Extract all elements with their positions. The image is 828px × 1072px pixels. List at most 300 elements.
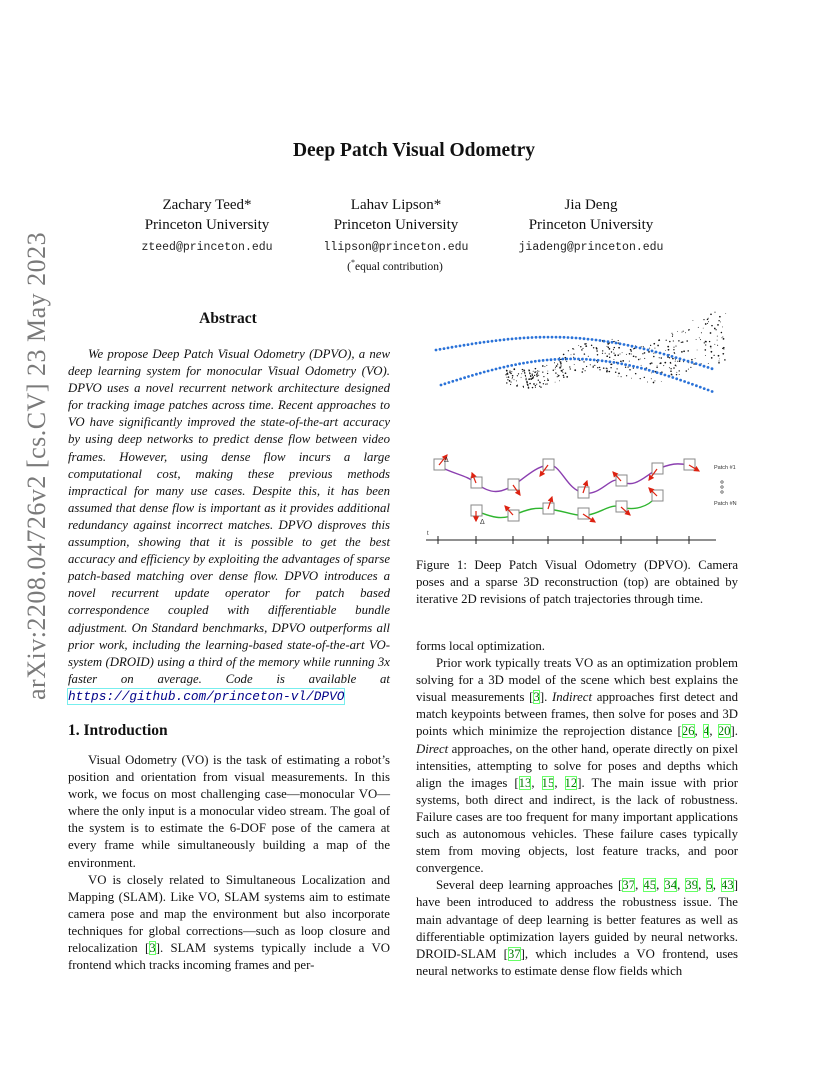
cloud-point [644,358,645,359]
camera-pose-point [435,349,438,352]
patch-1-label: Patch #1 [714,465,736,471]
cloud-point [683,331,684,332]
cloud-point [674,352,675,353]
cloud-point [608,347,610,349]
citation-link[interactable]: 43 [720,878,734,893]
camera-pose-point [699,386,702,389]
camera-pose-point [561,358,564,361]
citation-link[interactable]: 5 [706,878,713,893]
camera-pose-point [542,359,545,362]
camera-pose-point [703,387,706,390]
cloud-point [547,371,548,372]
cloud-point [615,355,616,356]
cloud-point [606,355,608,357]
cloud-point [581,371,583,373]
cloud-point [523,370,525,372]
cloud-point [669,341,671,343]
cloud-point [710,332,712,334]
camera-pose-point [687,360,690,363]
cloud-point [517,385,518,386]
cloud-point [658,340,659,341]
cloud-point [560,361,562,363]
cloud-point [537,370,538,371]
cloud-point [609,357,610,358]
cloud-point [629,353,631,355]
cloud-point [620,354,621,355]
camera-pose-point [607,340,610,343]
intro-left-column [68,752,390,974]
cloud-point [557,364,558,365]
cloud-point [539,386,540,387]
cloud-point [566,361,567,362]
cloud-point [717,345,718,346]
cloud-point [670,370,672,372]
cloud-point [547,379,549,381]
cloud-point [546,383,547,384]
cloud-point [578,345,579,346]
camera-pose-point [467,375,470,378]
cloud-point [563,369,564,370]
camera-pose-point [510,364,513,367]
camera-pose-point [620,362,623,365]
cloud-point [561,370,563,372]
cloud-point [618,340,619,341]
cloud-point [657,345,659,347]
cloud-point [681,351,683,353]
camera-pose-point [471,343,474,346]
cloud-point [626,375,627,376]
cloud-point [650,345,651,346]
camera-pose-point [615,342,618,345]
camera-pose-point [530,361,533,364]
camera-pose-point [635,346,638,349]
camera-pose-point [475,342,478,345]
camera-pose-point [644,368,647,371]
cloud-point [669,357,670,358]
cloud-point [657,365,658,366]
cloud-point [582,368,584,370]
cloud-point [711,357,713,359]
cloud-point [719,359,720,360]
cloud-point [672,334,673,335]
cloud-point [718,355,720,357]
cloud-point [631,378,632,379]
cloud-point [661,357,663,359]
cloud-point [568,350,569,351]
cloud-point [574,364,575,365]
cloud-point [618,376,619,377]
author-name: Zachary Teed* [162,197,252,213]
author-block-1 [107,195,307,258]
cloud-point [540,386,541,387]
cloud-point [622,360,624,362]
camera-pose-point [487,340,490,343]
cloud-point [668,349,670,351]
cloud-point [538,371,539,372]
cloud-point [671,374,673,376]
cloud-point [593,347,594,348]
camera-pose-point [471,374,474,377]
citation-link[interactable]: 15 [541,775,555,790]
cloud-point [708,321,709,322]
cloud-point [560,359,561,360]
cloud-point [679,370,680,371]
cloud-point [509,370,510,371]
camera-pose-point [559,336,562,339]
cloud-point [705,323,707,325]
cloud-point [692,320,693,321]
cloud-point [718,360,719,361]
camera-pose-point [495,368,498,371]
cloud-point [557,376,558,377]
camera-pose-point [591,338,594,341]
camera-pose-point [491,369,494,372]
cloud-point [685,332,686,333]
code-link[interactable]: https://github.com/princeton-vl/DPVO [68,688,345,704]
citation-link[interactable]: 45 [643,878,657,893]
cloud-point [517,375,518,376]
cloud-point [709,341,710,342]
cloud-point [525,375,526,376]
cloud-point [526,378,527,379]
camera-pose-point [546,359,549,362]
cloud-point [654,348,655,349]
author-email: zteed@princeton.edu [141,241,273,254]
cloud-point [617,354,619,356]
cloud-point [597,367,598,368]
camera-pose-point [703,365,706,368]
camera-pose-point [695,362,698,365]
delta-label: Δ [444,457,449,464]
camera-pose-point [679,357,682,360]
cloud-point [707,323,708,324]
cloud-point [535,385,536,386]
cloud-point [571,354,572,355]
cloud-point [533,383,535,385]
camera-pose-point [707,366,710,369]
figure-1 [416,305,740,555]
citation-link[interactable]: 34 [664,878,678,893]
cloud-point [672,358,674,360]
cloud-point [720,321,721,322]
cloud-point [618,373,620,375]
cloud-point [651,362,652,363]
camera-pose-point [599,339,602,342]
cloud-point [555,369,556,370]
camera-pose-point [443,347,446,350]
cloud-point [697,350,698,351]
camera-pose-point [526,361,529,364]
cloud-point [529,383,531,385]
cloud-point [528,387,530,389]
equal-contribution-note: (*equal contribution) [347,258,443,273]
camera-pose-point [671,376,674,379]
citation-link[interactable]: 39 [685,878,699,893]
cloud-point [521,377,522,378]
cloud-point [688,369,689,370]
cloud-point [630,349,632,351]
citation-link[interactable]: 20 [717,724,731,739]
cloud-point [547,373,548,374]
citation-link[interactable]: 37 [507,946,521,961]
camera-pose-point [573,358,576,361]
cloud-point [511,382,512,383]
cloud-point [673,349,674,350]
cloud-point [714,328,716,330]
cloud-point [714,312,715,313]
delta-label: Δ [480,519,485,526]
citation-link[interactable]: 4 [702,724,710,739]
cloud-point [582,348,583,349]
cloud-point [715,329,716,330]
cloud-point [592,366,594,368]
camera-pose-point [687,382,690,385]
camera-pose-point [611,341,614,344]
cloud-point [602,353,603,354]
cloud-point [506,382,507,383]
cloud-point [618,347,620,349]
cloud-point [707,319,709,321]
camera-pose-point [675,377,678,380]
camera-pose-point [547,336,550,339]
cloud-point [676,374,677,375]
cloud-point [722,326,723,327]
cloud-point [620,361,622,363]
camera-pose-point [439,348,442,351]
cloud-point [690,367,691,368]
cloud-point [722,336,723,337]
cloud-point [608,371,609,372]
camera-pose-point [711,367,714,370]
camera-pose-point [668,375,671,378]
camera-pose-point [575,337,578,340]
cloud-point [539,381,540,382]
cloud-point [602,350,603,351]
cloud-point [659,363,661,365]
cloud-point [514,379,515,380]
cloud-point [613,353,614,354]
cloud-point [677,331,678,332]
cloud-point [534,371,536,373]
cloud-point [518,373,519,374]
cloud-point [532,375,533,376]
continued-paragraph: forms local optimization. [416,639,546,653]
camera-pose-point [707,389,710,392]
camera-pose-point [609,360,612,363]
cloud-point [594,365,595,366]
author-name: Jia Deng [564,197,618,213]
cloud-point [509,380,511,382]
camera-pose-point [699,364,702,367]
cloud-point [522,369,523,370]
cloud-point [717,340,718,341]
cloud-point [687,350,689,352]
camera-pose-point [605,360,608,363]
cloud-point [526,381,528,383]
cloud-point [704,349,706,351]
camera-pose-point [538,359,541,362]
abstract-heading: Abstract [199,310,257,327]
cloud-point [508,376,510,378]
cloud-point [509,371,511,373]
cloud-point [667,346,669,348]
cloud-point [628,367,629,368]
citation-link[interactable]: 12 [564,775,578,790]
cloud-point [611,364,613,366]
cloud-point [723,349,724,350]
cloud-point [622,352,623,353]
cloud-point [717,324,719,326]
cloud-point [635,373,637,375]
cloud-point [665,350,666,351]
cloud-point [581,349,583,351]
camera-pose-point [628,364,631,367]
cloud-point [573,354,574,355]
cloud-point [546,365,547,366]
camera-pose-point [459,378,462,381]
camera-pose-point [491,340,494,343]
intro-paragraph-2: VO is closely related to Simultaneous Localization and Mapping (SLAM). Like VO, SLAM systems aim to estimate camera pose and map the environment but also incorporate techniques for global corrections—such as loop closure and relocalization [3]. SLAM systems typically include a VO frontend which tracks incoming frames and per- [68,872,390,973]
cloud-point [708,318,709,319]
cloud-point [673,340,674,341]
camera-pose-point [601,359,604,362]
cloud-point [536,374,537,375]
cloud-point [555,382,556,383]
camera-pose-point [440,384,443,387]
camera-pose-point [463,344,466,347]
cloud-point [532,374,533,375]
cloud-point [641,365,642,366]
cloud-point [673,347,674,348]
cloud-point [525,376,526,377]
cloud-point [527,384,529,386]
cloud-point [670,362,671,363]
cloud-point [653,353,654,354]
cloud-point [661,381,662,382]
cloud-point [586,366,587,367]
cloud-point [683,350,685,352]
camera-pose-point [543,336,546,339]
cloud-point [511,371,512,372]
cloud-point [544,366,545,367]
citation-link[interactable]: 3 [533,690,540,705]
camera-pose-point [499,339,502,342]
cloud-point [704,342,705,343]
camera-pose-point [507,338,510,341]
cloud-point [635,356,636,357]
section-heading-introduction: 1. Introduction [68,722,168,739]
cloud-point [556,366,557,367]
camera-pose-point [503,366,506,369]
camera-pose-point [550,358,553,361]
cloud-point [506,373,507,374]
camera-pose-point [514,363,517,366]
cloud-point [615,372,616,373]
citation-link[interactable]: 3 [149,941,156,956]
cloud-point [721,332,723,334]
cloud-point [608,343,609,344]
cloud-point [640,358,641,359]
patch-trajectory-diagram [426,455,737,544]
cloud-point [672,336,673,337]
cloud-point [713,355,714,356]
cloud-point [700,339,701,340]
camera-pose-point [554,358,557,361]
cloud-point [699,337,700,338]
abstract-text: We propose Deep Patch Visual Odometry (DPVO), a new deep learning system for monocular Visual Odometry (VO). DPVO uses a novel recurrent network architecture designed for tracking image patches across time. Recent approaches to VO have significantly improved the state-of-the-art accuracy by using deep networks to predict dense flow between video frames. However, using dense flow incurs a large computational cost, making these previous methods impractical for many use cases. Despite this, it has been assumed that dense flow is important as it provides additional redundancy against incorrect matches. DPVO disproves this assumption, showing that it is possible to get the best accuracy and efficiency by exploiting the advantages of sparse patch-based matching over dense flow. DPVO introduces a novel recurrent update operator for patch based correspondence coupled with differentiable bundle adjustment. On Standard benchmarks, DPVO outperforms all prior work, including the learning-based state-of-the-art VO-system (DROID) using a third of the memory while running 3x faster on average. Code is available at https://github.com/princeton-vl/DPVO [68,347,390,704]
cloud-point [597,362,598,363]
citation-link[interactable]: 13 [518,775,532,790]
cloud-point [644,352,646,354]
cloud-point [708,363,709,364]
cloud-point [722,353,724,355]
cloud-point [559,361,560,362]
cloud-point [679,360,681,362]
author-email: jiadeng@princeton.edu [518,241,664,254]
camera-pose-point [691,361,694,364]
cloud-point [640,378,641,379]
camera-pose-point [455,379,458,382]
camera-pose-point [479,372,482,375]
cloud-point [701,332,702,333]
cloud-point [686,340,688,342]
camera-pose-point [527,336,530,339]
cloud-point [666,340,667,341]
camera-pose-point [519,337,522,340]
paper-title: Deep Patch Visual Odometry [292,140,536,161]
cloud-point [597,354,599,356]
cloud-point [566,376,568,378]
cloud-point [682,332,683,333]
cloud-point [723,338,725,340]
cloud-point [521,373,522,374]
cloud-point [675,361,676,362]
cloud-point [542,365,544,367]
cloud-point [506,370,508,372]
camera-pose-point [603,340,606,343]
camera-pose-point [683,359,686,362]
cloud-point [612,339,613,340]
camera-pose-point [616,362,619,365]
camera-pose-point [585,358,588,361]
camera-pose-point [660,372,663,375]
cloud-point [606,370,607,371]
cloud-point [560,365,561,366]
camera-pose-point [475,373,478,376]
cloud-point [583,361,584,362]
cloud-point [626,354,627,355]
citation-link[interactable]: 26 [681,724,695,739]
figure-1-caption: Figure 1: Deep Patch Visual Odometry (DPVO). Camera poses and a sparse 3D reconstruction (top) are obtained by iterative 2D revisions of patch trajectories through time. [416,558,738,606]
cloud-point [613,359,614,360]
cloud-point [644,377,645,378]
camera-pose-point [648,369,651,372]
camera-pose-point [463,376,466,379]
cloud-point [703,319,704,320]
cloud-point [599,367,600,368]
cloud-point [562,372,563,373]
cloud-point [671,333,672,334]
cloud-point [676,372,677,373]
citation-link[interactable]: 37 [622,878,636,893]
cloud-point [664,362,666,364]
camera-pose-point [539,336,542,339]
cloud-point [710,346,712,348]
cloud-point [703,328,704,329]
cloud-point [651,372,652,373]
author-block-2 [296,195,496,258]
cloud-point [555,372,556,373]
